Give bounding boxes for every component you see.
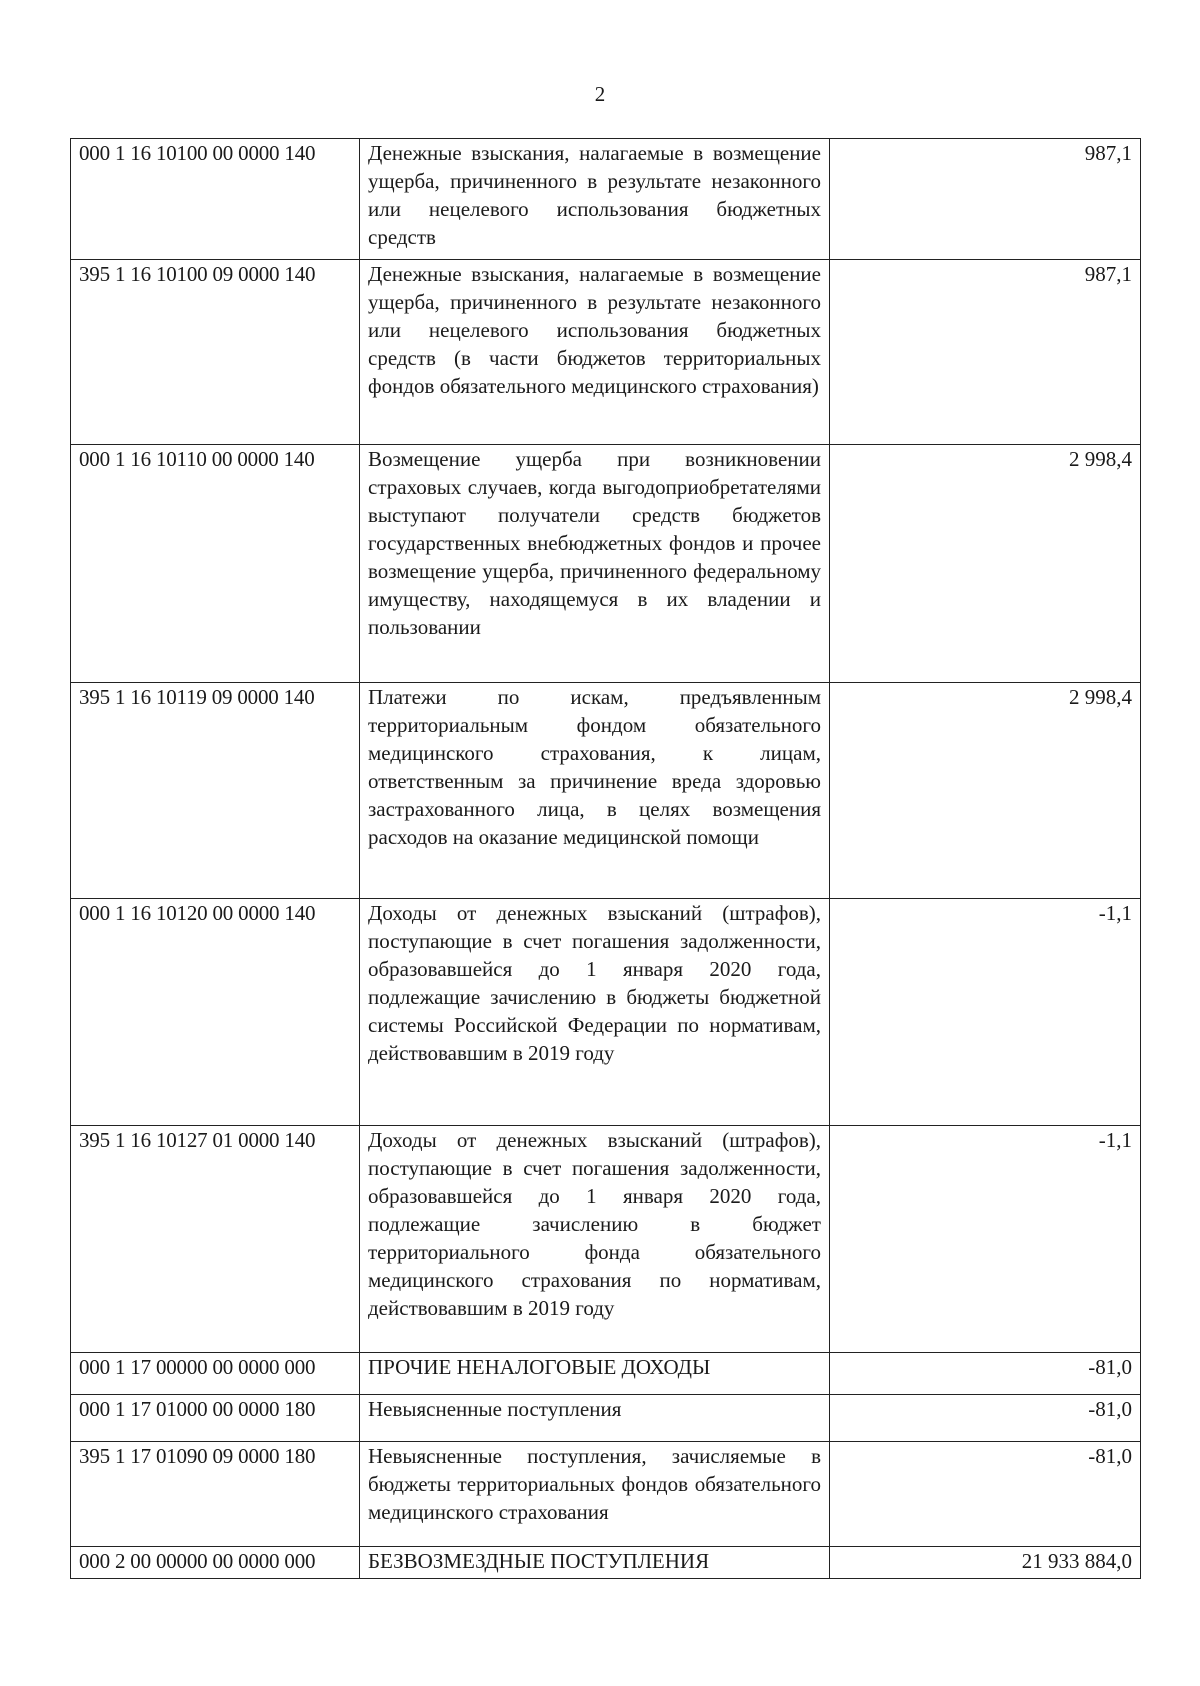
amount: -81,0 — [830, 1353, 1141, 1395]
budget-code: 395 1 16 10127 01 0000 140 — [71, 1126, 360, 1353]
income-description: Доходы от денежных взысканий (штрафов), поступающие в счет погашения задолженности, образовавшейся до 1 января 2020 года, подлежащие зачислению в бюджеты бюджетной системы Российской Федерации по нормативам, действовавшим в 2019 году — [360, 899, 830, 1126]
table-row — [71, 1442, 1141, 1547]
table-row — [71, 1353, 1141, 1395]
amount: -81,0 — [830, 1395, 1141, 1442]
income-description: Невыясненные поступления, зачисляемые в бюджеты территориальных фондов обязательного медицинского страхования — [360, 1442, 830, 1547]
table-row — [71, 445, 1141, 683]
amount: 2 998,4 — [830, 683, 1141, 899]
amount: -1,1 — [830, 1126, 1141, 1353]
income-description: Возмещение ущерба при возникновении страховых случаев, когда выгодоприобретателями выступают получатели средств бюджетов государственных внебюджетных фондов и прочее возмещение ущерба, причиненного федеральному имуществу, находящемуся в их владении и пользовании — [360, 445, 830, 683]
income-description: Доходы от денежных взысканий (штрафов), поступающие в счет погашения задолженности, образовавшейся до 1 января 2020 года, подлежащие зачислению в бюджет территориального фонда обязательного медицинского страхования по нормативам, действовавшим в 2019 году — [360, 1126, 830, 1353]
income-description: Денежные взыскания, налагаемые в возмещение ущерба, причиненного в результате незаконного или нецелевого использования бюджетных средств — [360, 139, 830, 260]
budget-code: 000 1 17 00000 00 0000 000 — [71, 1353, 360, 1395]
budget-code: 000 1 16 10110 00 0000 140 — [71, 445, 360, 683]
table-row — [71, 139, 1141, 260]
income-description: Денежные взыскания, налагаемые в возмещение ущерба, причиненного в результате незаконного или нецелевого использования бюджетных средств (в части бюджетов территориальных фондов обязательного медицинского страхования) — [360, 260, 830, 445]
budget-code: 395 1 16 10119 09 0000 140 — [71, 683, 360, 899]
income-description: ПРОЧИЕ НЕНАЛОГОВЫЕ ДОХОДЫ — [360, 1353, 830, 1395]
budget-code: 000 1 16 10100 00 0000 140 — [71, 139, 360, 260]
income-description: Платежи по искам, предъявленным территориальным фондом обязательного медицинского страхования, к лицам, ответственным за причинение вреда здоровью застрахованного лица, в целях возмещения расходов на оказание медицинской помощи — [360, 683, 830, 899]
table-row — [71, 899, 1141, 1126]
amount: 987,1 — [830, 260, 1141, 445]
table-row — [71, 1126, 1141, 1353]
amount: 21 933 884,0 — [830, 1547, 1141, 1579]
budget-code: 395 1 16 10100 09 0000 140 — [71, 260, 360, 445]
amount: -1,1 — [830, 899, 1141, 1126]
income-description: Невыясненные поступления — [360, 1395, 830, 1442]
budget-code: 000 1 17 01000 00 0000 180 — [71, 1395, 360, 1442]
income-description: БЕЗВОЗМЕЗДНЫЕ ПОСТУПЛЕНИЯ — [360, 1547, 830, 1579]
table-row — [71, 1547, 1141, 1579]
amount: 2 998,4 — [830, 445, 1141, 683]
amount: 987,1 — [830, 139, 1141, 260]
page-number: 2 — [594, 82, 606, 106]
budget-code: 000 1 16 10120 00 0000 140 — [71, 899, 360, 1126]
budget-code: 395 1 17 01090 09 0000 180 — [71, 1442, 360, 1547]
budget-code: 000 2 00 00000 00 0000 000 — [71, 1547, 360, 1579]
table-row — [71, 260, 1141, 445]
table-row — [71, 683, 1141, 899]
table-row — [71, 1395, 1141, 1442]
revenue-table — [70, 138, 1141, 1579]
amount: -81,0 — [830, 1442, 1141, 1547]
